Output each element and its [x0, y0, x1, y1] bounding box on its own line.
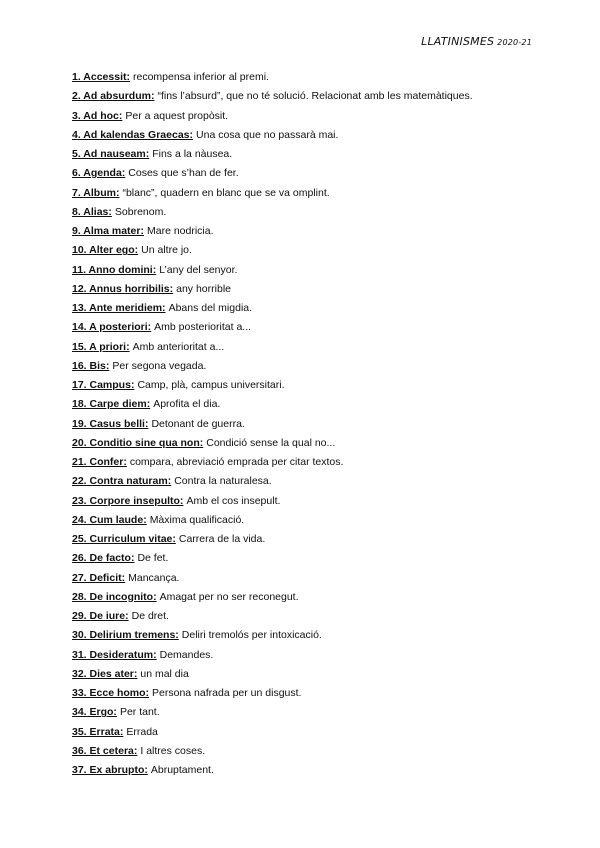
list-item — [72, 203, 542, 222]
entry-term: 32. Dies ater: — [72, 667, 138, 680]
entry-definition: De dret. — [131, 610, 169, 622]
entry-term: 36. Et cetera: — [72, 744, 138, 757]
list-item — [72, 338, 542, 357]
list-item — [72, 261, 542, 280]
entry-definition: Mare nodricia. — [146, 225, 214, 237]
entry-definition: L’any del senyor. — [159, 263, 238, 276]
entry-term: 8. Alias: — [72, 205, 112, 218]
entry-definition: Deliri tremolós per intoxicació. — [181, 629, 322, 642]
list-item — [72, 492, 542, 511]
entry-definition: Fins a la nàusea. — [152, 148, 233, 160]
entry-definition: un mal dia — [140, 667, 189, 680]
entry-definition: Amb anterioritat a... — [132, 340, 225, 353]
entry-term: 30. Delirium tremens: — [72, 629, 179, 642]
list-item — [72, 588, 542, 607]
entry-definition: any horrible — [176, 282, 231, 295]
entry-term: 17. Campus: — [72, 379, 135, 391]
entry-term: 12. Annus horribilis: — [72, 282, 174, 295]
entry-definition: Una cosa que no passarà mai. — [196, 128, 339, 141]
list-item — [72, 607, 542, 626]
entry-term: 11. Anno domini: — [72, 263, 157, 276]
list-item — [72, 87, 542, 106]
entry-term: 24. Cum laude: — [72, 513, 147, 526]
entry-term: 29. De iure: — [72, 610, 129, 622]
entry-definition: compara, abreviació emprada per citar textos. — [129, 456, 344, 468]
entry-definition: recompensa inferior al premi. — [132, 71, 269, 83]
list-item — [72, 299, 542, 318]
list-item — [72, 126, 542, 145]
entry-definition: Per segona vegada. — [112, 359, 207, 372]
entry-definition: Persona nafrada per un disgust. — [152, 687, 302, 699]
entry-definition: Sobrenom. — [114, 205, 167, 218]
list-item — [72, 164, 542, 183]
entry-term: 1. Accessit: — [72, 71, 130, 83]
entry-term: 14. A posteriori: — [72, 321, 152, 334]
entry-definition: Amb posterioritat a... — [154, 321, 252, 334]
list-item — [72, 107, 542, 126]
entry-term: 13. Ante meridiem: — [72, 302, 166, 314]
entry-term: 23. Corpore insepulto: — [72, 494, 184, 507]
entry-definition: Un altre jo. — [141, 244, 192, 257]
entry-term: 37. Ex abrupto: — [72, 764, 148, 776]
entry-term: 21. Confer: — [72, 456, 127, 468]
list-item — [72, 549, 542, 568]
entry-definition: Demandes. — [159, 648, 214, 661]
list-item — [72, 511, 542, 530]
entry-term: 10. Alter ego: — [72, 244, 139, 257]
entry-definition: Coses que s’han de fer. — [128, 167, 239, 180]
list-item — [72, 530, 542, 549]
list-item — [72, 646, 542, 665]
list-item — [72, 415, 542, 434]
list-item — [72, 376, 542, 395]
entry-term: 28. De incognito: — [72, 590, 157, 603]
entry-definition: “fins l’absurd”, que no té solució. Relacionat amb les matemàtiques. — [157, 90, 473, 103]
list-item — [72, 318, 542, 337]
latinisms-list — [72, 68, 542, 780]
list-item — [72, 280, 542, 299]
entry-term: 2. Ad absurdum: — [72, 90, 155, 103]
entry-definition: Contra la naturalesa. — [174, 475, 272, 488]
entry-definition: De fet. — [137, 552, 169, 565]
entry-definition: Carrera de la vida. — [178, 533, 266, 545]
entry-definition: Condició sense la qual no... — [206, 436, 336, 449]
entry-definition: Detonant de guerra. — [151, 417, 245, 430]
entry-term: 4. Ad kalendas Graecas: — [72, 128, 194, 141]
entry-term: 31. Desideratum: — [72, 648, 157, 661]
list-item — [72, 68, 542, 87]
entry-term: 5. Ad nauseam: — [72, 148, 150, 160]
list-item — [72, 684, 542, 703]
entry-definition: Camp, plà, campus universitari. — [137, 379, 285, 391]
list-item — [72, 569, 542, 588]
list-item — [72, 395, 542, 414]
entry-term: 26. De facto: — [72, 552, 135, 565]
list-item — [72, 665, 542, 684]
list-item — [72, 145, 542, 164]
entry-definition: Per tant. — [119, 706, 160, 719]
list-item — [72, 472, 542, 491]
entry-term: 3. Ad hoc: — [72, 109, 123, 122]
entry-definition: “blanc”, quadern en blanc que se va omplint. — [122, 186, 330, 199]
list-item — [72, 742, 542, 761]
entry-term: 33. Ecce homo: — [72, 687, 150, 699]
entry-term: 27. Deficit: — [72, 571, 126, 584]
entry-term: 16. Bis: — [72, 359, 110, 372]
entry-definition: Aprofita el dia. — [153, 398, 221, 411]
entry-definition: Amb el cos insepult. — [186, 494, 281, 507]
page-title: LLATINISMES — [421, 35, 495, 48]
list-item — [72, 434, 542, 453]
entry-term: 6. Agenda: — [72, 167, 126, 180]
entry-term: 15. A priori: — [72, 340, 130, 353]
list-item — [72, 723, 542, 742]
list-item — [72, 222, 542, 241]
page-header — [421, 35, 532, 48]
entry-term: 18. Carpe diem: — [72, 398, 151, 411]
list-item — [72, 761, 542, 780]
entry-term: 9. Alma mater: — [72, 225, 144, 237]
entry-definition: I altres coses. — [140, 744, 206, 757]
list-item — [72, 703, 542, 722]
entry-term: 34. Ergo: — [72, 706, 117, 719]
entry-definition: Màxima qualificació. — [149, 513, 245, 526]
list-item — [72, 626, 542, 645]
entry-term: 35. Errata: — [72, 725, 124, 738]
entry-definition: Mancança. — [128, 571, 180, 584]
school-year: 2020-21 — [497, 38, 532, 47]
entry-term: 20. Conditio sine qua non: — [72, 436, 204, 449]
entry-term: 7. Album: — [72, 186, 120, 199]
list-item — [72, 241, 542, 260]
entry-term: 25. Curriculum vitae: — [72, 533, 176, 545]
entry-definition: Abruptament. — [150, 764, 214, 776]
list-item — [72, 184, 542, 203]
entry-definition: Errada — [126, 725, 158, 738]
entry-definition: Amagat per no ser reconegut. — [159, 590, 299, 603]
entry-term: 22. Contra naturam: — [72, 475, 172, 488]
entry-definition: Per a aquest propòsit. — [125, 109, 229, 122]
list-item — [72, 453, 542, 472]
list-item — [72, 357, 542, 376]
entry-term: 19. Casus belli: — [72, 417, 149, 430]
entry-definition: Abans del migdia. — [168, 302, 253, 314]
